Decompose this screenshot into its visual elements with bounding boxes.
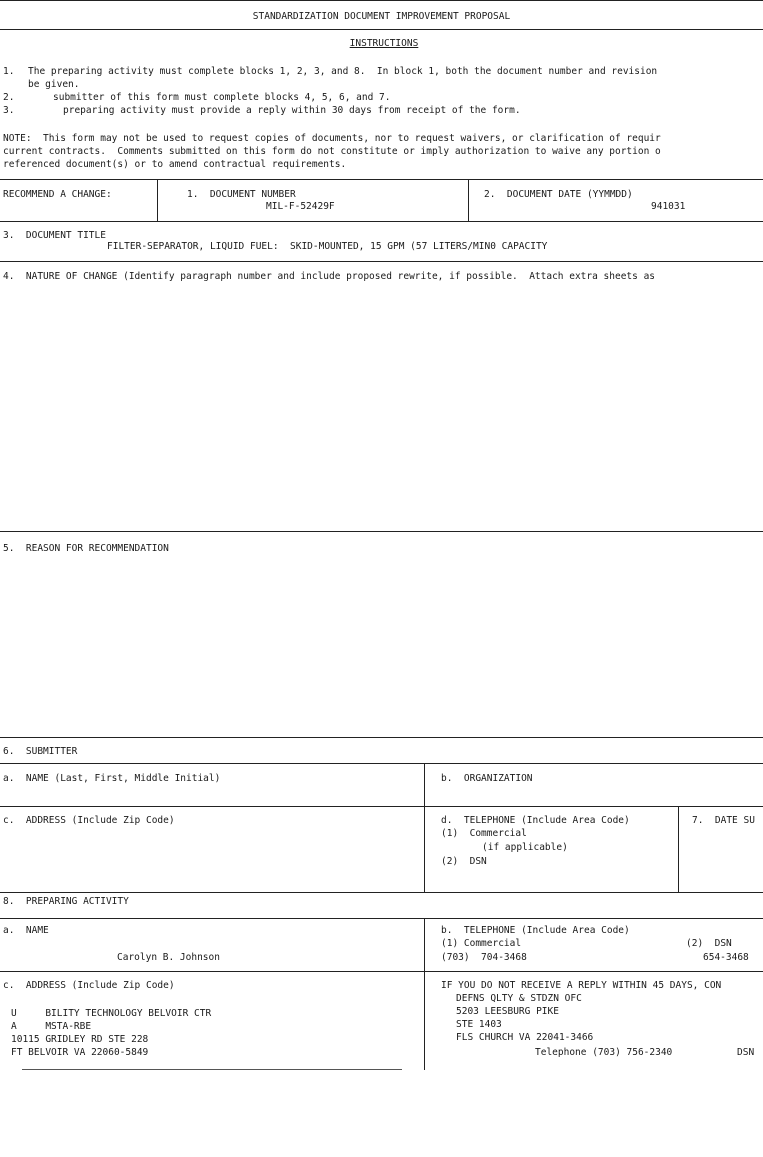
preparing-name-value: Carolyn B. Johnson (117, 952, 220, 963)
reason-area[interactable] (0, 557, 763, 737)
note-line-2: current contracts. Comments submitted on this form do not constitute or imply authorization to waive any portion o (3, 146, 661, 157)
submitter-organization-label: b. ORGANIZATION (441, 773, 533, 784)
instruction-1-number: 1. (3, 66, 15, 77)
date-submitted-label: 7. DATE SU (692, 815, 755, 826)
document-date-label: 2. DOCUMENT DATE (YYMMDD) (484, 189, 633, 200)
submitter-telephone-label: d. TELEPHONE (Include Area Code) (441, 815, 630, 826)
submitter-phone-dsn: (2) DSN (441, 856, 487, 867)
preparing-address-label: c. ADDRESS (Include Zip Code) (3, 980, 175, 991)
submitter-address-label: c. ADDRESS (Include Zip Code) (3, 815, 175, 826)
document-number-value[interactable]: MIL-F-52429F (266, 201, 335, 212)
instruction-1-line-2: be given. (28, 79, 80, 90)
reply-address-line: 5203 LEESBURG PIKE (456, 1006, 559, 1017)
document-number-label: 1. DOCUMENT NUMBER (187, 189, 296, 200)
preparing-address-line: U BILITY TECHNOLOGY BELVOIR CTR (11, 1008, 212, 1019)
instruction-1-line-1: The preparing activity must complete blocks 1, 2, 3, and 8. In block 1, both the document number and revision (28, 66, 658, 77)
reply-dsn: DSN (737, 1047, 755, 1058)
instruction-3-text: preparing activity must provide a reply within 30 days from receipt of the form. (63, 105, 521, 116)
preparing-name-label: a. NAME (3, 925, 49, 936)
reason-label: 5. REASON FOR RECOMMENDATION (3, 543, 169, 554)
preparing-address-line: 10115 GRIDLEY RD STE 228 (11, 1034, 149, 1045)
instruction-2-text: submitter of this form must complete blocks 4, 5, 6, and 7. (53, 92, 391, 103)
nature-of-change-label: 4. NATURE OF CHANGE (Identify paragraph number and include proposed rewrite, if possible. Attach extra sheets as (3, 271, 656, 282)
document-date-value[interactable]: 941031 (651, 201, 686, 212)
preparing-telephone-label: b. TELEPHONE (Include Area Code) (441, 925, 630, 936)
preparing-phone-commercial-value: (703) 704-3468 (441, 952, 527, 963)
submitter-label: 6. SUBMITTER (3, 746, 78, 757)
nature-of-change-area[interactable] (0, 285, 763, 531)
preparing-phone-dsn-value: 654-3468 (703, 952, 749, 963)
reply-telephone: Telephone (703) 756-2340 (535, 1047, 673, 1058)
document-title-value[interactable]: FILTER-SEPARATOR, LIQUID FUEL: SKID-MOUNTED, 15 GPM (57 LITERS/MIN0 CAPACITY (107, 241, 548, 252)
instruction-2-number: 2. (3, 92, 15, 103)
form-title: STANDARDIZATION DOCUMENT IMPROVEMENT PROPOSAL (252, 11, 511, 22)
reply-instruction-label: IF YOU DO NOT RECEIVE A REPLY WITHIN 45 DAYS, CON (441, 980, 722, 991)
recommend-change-label: RECOMMEND A CHANGE: (3, 189, 112, 200)
instructions-heading: INSTRUCTIONS (349, 38, 419, 49)
submitter-phone-if-applicable: (if applicable) (482, 842, 568, 853)
note-line-3: referenced document(s) or to amend contractual requirements. (3, 159, 347, 170)
preparing-address-line: A MSTA-RBE (11, 1021, 92, 1032)
preparing-activity-label: 8. PREPARING ACTIVITY (3, 896, 129, 907)
document-title-label: 3. DOCUMENT TITLE (3, 230, 106, 241)
note-line-1: NOTE: This form may not be used to request copies of documents, nor to request waivers, or clarification of requir (3, 133, 661, 144)
preparing-address-line: FT BELVOIR VA 22060-5849 (11, 1047, 149, 1058)
preparing-phone-dsn-label: (2) DSN (686, 938, 732, 949)
preparing-phone-commercial-label: (1) Commercial (441, 938, 522, 949)
reply-address-line: FLS CHURCH VA 22041-3466 (456, 1032, 594, 1043)
reply-address-line: DEFNS QLTY & STDZN OFC (456, 993, 582, 1004)
submitter-name-label: a. NAME (Last, First, Middle Initial) (3, 773, 221, 784)
reply-address-line: STE 1403 (456, 1019, 502, 1030)
submitter-phone-commercial: (1) Commercial (441, 828, 527, 839)
instruction-3-number: 3. (3, 105, 15, 116)
